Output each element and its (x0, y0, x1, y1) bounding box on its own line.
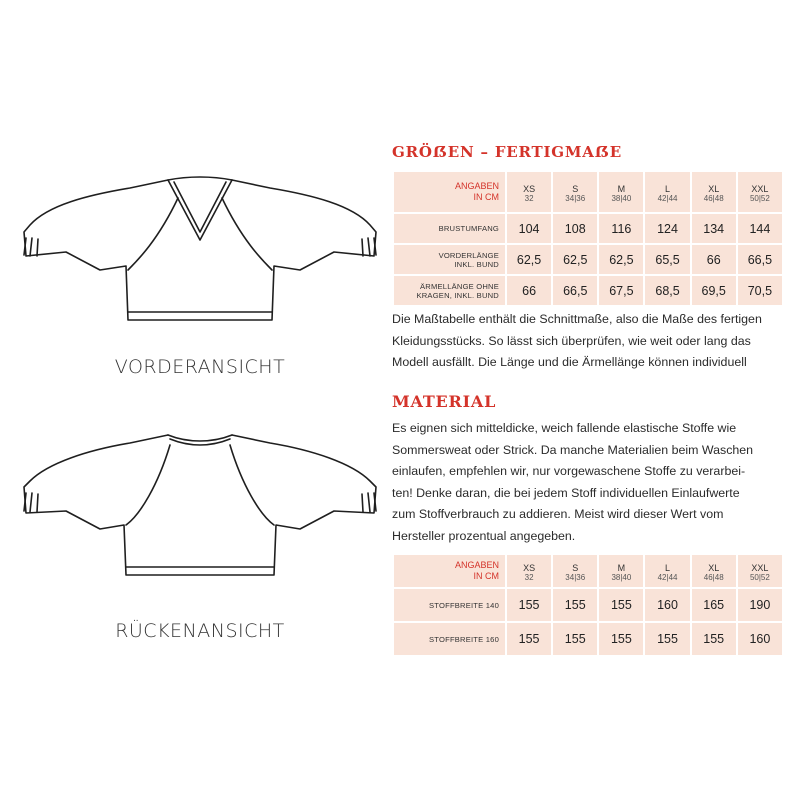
table-header-row (393, 171, 783, 213)
sizes-heading: GRÖẞEN – FERTIGMAẞE (392, 143, 622, 161)
back-view-label: RÜCKENANSICHT (115, 620, 285, 642)
table-row (393, 622, 783, 656)
table-row (393, 213, 783, 244)
table-cell: 65,5 (644, 244, 690, 275)
table-cell: 144 (737, 213, 783, 244)
table-cell: 155 (552, 622, 598, 656)
size-column-header: S 34|36 (552, 171, 598, 213)
table-cell: 108 (552, 213, 598, 244)
front-view-label: VORDERANSICHT (114, 356, 286, 378)
table-row (393, 588, 783, 622)
table-cell: 116 (598, 213, 644, 244)
table-cell: 190 (737, 588, 783, 622)
table-cell: 160 (644, 588, 690, 622)
row-label: ÄRMELLÄNGE OHNE KRAGEN, INKL. BUND (393, 275, 506, 306)
illustration-panel (0, 0, 380, 800)
table-cell: 69,5 (691, 275, 737, 306)
table-cell: 160 (737, 622, 783, 656)
table-cell: 155 (691, 622, 737, 656)
table-cell: 68,5 (644, 275, 690, 306)
material-description: Es eignen sich mitteldicke, weich fallende elastische Stoffe wie Sommersweat oder Strick. Da manche Materialien beim Waschen einlaufen, empfehlen wir, nur vorgewaschene Stoffe zu verarbei- ten! Denke daran, die bei jedem Stoff individuellen Einlaufwerte zum Stoffverbrauch zu addieren. Meist wird dieser Wert vom Hersteller prozentual angegeben. (392, 421, 754, 543)
row-label: STOFFBREITE 140 (393, 588, 506, 622)
size-column-header: M 38|40 (598, 554, 644, 588)
size-column-header: S 34|36 (552, 554, 598, 588)
table-cell: 165 (691, 588, 737, 622)
table-cell: 66 (506, 275, 552, 306)
table-cell: 155 (506, 622, 552, 656)
header-label-cell: ANGABEN IN CM (393, 554, 506, 588)
size-table-description: Die Maßtabelle enthält die Schnittmaße, also die Maße des fertigen Kleidungsstücks. So lässt sich überprüfen, wie weit oder lang das Modell ausfällt. Die Länge und die Ärmellänge können individuell (392, 312, 762, 369)
table-cell: 155 (598, 622, 644, 656)
table-cell: 62,5 (506, 244, 552, 275)
row-label: BRUSTUMFANG (393, 213, 506, 244)
table-cell: 104 (506, 213, 552, 244)
size-column-header: M 38|40 (598, 171, 644, 213)
table-cell: 155 (552, 588, 598, 622)
size-column-header: XS 32 (506, 171, 552, 213)
material-heading: MATERIAL (392, 392, 497, 411)
table-header-row (393, 554, 783, 588)
table-cell: 66 (691, 244, 737, 275)
fabric-requirements-table (392, 553, 784, 657)
table-cell: 124 (644, 213, 690, 244)
row-label: VORDERLÄNGE INKL. BUND (393, 244, 506, 275)
row-label: STOFFBREITE 160 (393, 622, 506, 656)
size-measurements-table (392, 170, 784, 307)
table-cell: 134 (691, 213, 737, 244)
size-column-header: XL 46|48 (691, 171, 737, 213)
table-row (393, 275, 783, 306)
table-cell: 155 (598, 588, 644, 622)
size-column-header: XS 32 (506, 554, 552, 588)
table-cell: 66,5 (737, 244, 783, 275)
table-cell: 62,5 (552, 244, 598, 275)
size-column-header: XXL 50|52 (737, 554, 783, 588)
size-column-header: XXL 50|52 (737, 171, 783, 213)
table-cell: 155 (644, 622, 690, 656)
table-cell: 62,5 (598, 244, 644, 275)
back-view-illustration (18, 425, 380, 600)
size-column-header: L 42|44 (644, 554, 690, 588)
table-row (393, 244, 783, 275)
front-view-illustration (18, 160, 380, 345)
header-label-cell: ANGABEN IN CM (393, 171, 506, 213)
size-column-header: XL 46|48 (691, 554, 737, 588)
size-column-header: L 42|44 (644, 171, 690, 213)
table-cell: 66,5 (552, 275, 598, 306)
table-cell: 155 (506, 588, 552, 622)
table-cell: 67,5 (598, 275, 644, 306)
table-cell: 70,5 (737, 275, 783, 306)
